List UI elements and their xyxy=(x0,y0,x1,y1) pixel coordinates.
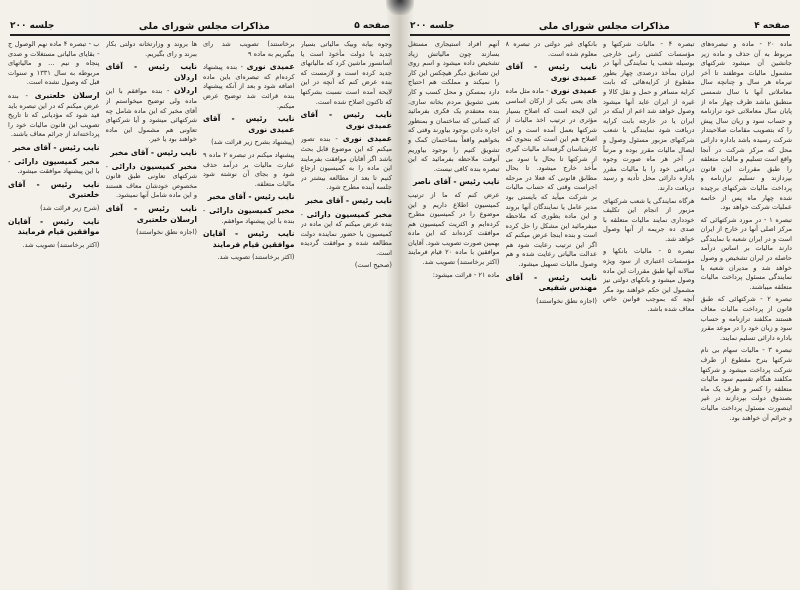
paragraph-text: ماده ۲۰ - ماده و تبصره‌های مربوط به آن حذف و ماده زیر جانشین آن میشود شرکتهای مشمول مالیات موظفند تا آخر تیرماه هر سال و چنانچه سال معاملاتی آنها با سال شمسی منطبق نباشد ظرف چهار ماه از پایان سال معاملاتی خود ترازنامه و حساب سود و زیان سال پیش را که بتصویب مقامات صلاحیتدار شرکت رسیده باشد باداره دارائی محل که مرکز شرکت در آنجا واقع است تسلیم و مالیات متعلقه را طبق مقررات این قانون بپردازند و تسلیم ترازنامه و پرداخت مالیات شرکتهای برچیده شده چهار ماه پس از خاتمه عملیات شرکت خواهد بود. xyxy=(700,40,792,212)
paragraph xyxy=(408,40,500,174)
paragraph-text: - بنده با این پیشنهاد موافقم. xyxy=(203,206,295,225)
paragraph xyxy=(203,206,295,226)
text-column xyxy=(701,40,793,590)
paragraph-text: (اکثر برخاستند) تصویب شد. xyxy=(217,253,295,262)
text-column xyxy=(106,40,198,590)
paragraph xyxy=(8,40,100,88)
speaker-name: نایب رئیس - آقای عمیدی نوری xyxy=(300,110,392,130)
paragraph xyxy=(301,110,393,131)
paragraph-text: تبصره ۱ - در مورد شرکتهائی که مرکز اصلی آنها در خارج از ایران است و در ایران شعبه یا نمایندگی دارند مالیات بر اساس درآمد حاصله در ایران تشخیص و وصول خواهد شد و مدیران شعبه یا نمایندگی مسئول پرداخت مالیات متعلقه میباشند. xyxy=(700,215,792,291)
paragraph xyxy=(701,295,793,343)
speaker-name: نایب رئیس - آقای عمیدی نوری xyxy=(203,114,295,134)
paragraph-text: - بنده عرض میکنم که در این تبصره باید قید شود که مؤدیانی که تا تاریخ تصویب این قانون مالیات خود را پرداخته‌اند از جرائم معاف باشند. xyxy=(8,91,100,139)
paragraph-text: (پیشنهاد بشرح زیر قرائت شد) xyxy=(211,138,295,147)
paragraph-text: - ماده مثل ماده های یعنی یکی از ارکان اساسی این لایحه است که اصلاح بسیار مؤثری در ترتیب اخذ مالیات از شرکتها بعمل آمده است و این اصلاح هم این است که بنحوی که کارشناسان گرفته‌اند مالیات گیری از شرکتها تا بحال با سود بی مأخذ خارج میشود. تا بحال مطابق قانونی که فعلا در مرحله اجراست وقتی که حساب مالیات بر شرکت میآید که بایستی بود مدیر عامل یا نمایندگان آنها بروند و این ماده بطوری که ملاحظه میفرمائید این مشکل را حل کرده است و بنده اینجا عرض میکنم که اگر این ترتیب رعایت شود هم عدالت مالیاتی رعایت شده و هم وصول مالیات تسهیل میشود. xyxy=(505,87,597,269)
paragraph-text: آنهم افراد استیجاری مستغل بسازند چون مالیاتش زیاد تشخیص داده میشود و اسم روی این تصادیق دیگر هیچکس این کار را نمیکند و مملکت هم احتیاج دارد بمسکن و محل کسب و کار بعنی تشویق مردم بخانه سازی. بنده معتقدم یک فکری بفرمائید که کسانی که ساختمان و بمنظور اجاره دادن بوجود بیاورند وقتی که بخواهیم واقعاً بساختمان کمک و تشویق کنیم را بوجود بیاوریم آنوقت ملاحظه بفرمائید که این تبصره بنده کافی نیست. xyxy=(408,40,500,173)
paragraph-text: تبصره ۴ - مالیات شرکتها و مؤسسات کشتی رانی خارجی بوسیله شعب یا نمایندگی آنها در ایران بمأخذ درصدی چهار بطور مقطوع از کرایه‌هائی که بابت کرایه مسافر و حمل و نقل کالا و غیره از ایران عاید آنها میشود وصول خواهد شد اعم از اینکه در ایران یا در خارجه بابت کرایه دریافت شود نمایندگی یا شعب شرکتهای مزبور مسئول وصول و ایصال مالیات مقرر بوده و مرتباً در آخر هر ماه صورت وجوه دریافتی خود را با مالیات مقرر باداره دارائی محل تأدیه و رسید دریافت دارند. xyxy=(603,40,695,192)
paragraph-text: (اجازه نطق نخواستند) xyxy=(136,228,197,237)
speaker-name: نایب رئیس - آقای ناصر xyxy=(412,177,500,187)
text-column xyxy=(408,40,500,590)
paragraph xyxy=(506,273,598,294)
paragraph xyxy=(301,210,393,259)
paragraph-text: - بنده پیشنهاد کرده‌ام که تبصره‌ای باین ماده اضافه شود و بعد از آنکه پیشنهاد بنده قرائت شد توضیح عرض میکنم. xyxy=(203,63,295,110)
paragraph-text: ب - تبصره ۴ ماده نهم الوصول ج - بقایای مالیاتی مستغلات و صدی پنجاه و نیم ... و مالیاتهای مربوطه به سال ۱۳۳۱ و سنوات قبل که وصول نشده است. xyxy=(8,40,100,87)
paragraph xyxy=(506,40,598,59)
paragraph xyxy=(203,229,295,250)
speaker-name: نایب رئیس - آقای مخبر xyxy=(305,195,392,205)
paragraph-text: پیشنهاد میکنم در تبصره ۲ ماده ۹ عبارت مالیات بر درآمد حذف شود و بجای آن نوشته شود مالیات متعلقه. xyxy=(203,150,295,188)
paragraph-text: تبصره ۵ - مالیات بانکها و مؤسسات اعتباری از سود ویژه سالانه آنها طبق مقررات این ماده وصول میشود و بانکهای دولتی نیز مشمول این حکم خواهند بود مگر آنچه که بموجب قوانین خاص معاف شده باشد. xyxy=(603,247,695,314)
paragraph xyxy=(203,138,295,148)
paragraph xyxy=(8,143,100,154)
page-number: صفحه ۴ xyxy=(754,21,790,31)
paragraph xyxy=(203,62,295,111)
paragraph-text: عرض کنم که ما از ترتیب کمیسیون اطلاع داریم و این موضوع را در کمیسیون مطرح کرده‌ایم و اکثریت کمیسیون هم موافقت کرده‌اند که این ماده بهمین صورت تصویب شود. آقایان موافقین با ماده ۲۰ قیام فرمایند (اکثر برخاستند) تصویب شد. xyxy=(408,190,500,267)
paragraph xyxy=(506,297,598,307)
paragraph-text: بانکهای غیر دولتی در تبصره ۸ معلوم شده است. xyxy=(505,40,597,58)
paragraph-text: - بنده موافقم با این ماده ولی توضیح میخواستم از آقای مخبر که این ماده شامل چه شرکتهائی میشود و آیا شرکتهای تعاونی هم مشمول این ماده خواهند بود یا خیر. xyxy=(105,87,197,144)
paragraph xyxy=(8,91,100,140)
right-page xyxy=(400,0,800,590)
paragraph xyxy=(203,40,295,59)
paragraph xyxy=(8,157,100,177)
text-column xyxy=(8,40,100,590)
paragraph-text: - بنده تصور میکنم که این موضوع قابل بحث باشد اگر آقایان موافقت بفرمایند این ماده را به کمیسیون ارجاع کنیم تا بعد از مطالعه بیشتر در جلسه آینده مطرح شود. xyxy=(300,135,392,192)
speaker-name: عمیدی نوری xyxy=(550,86,597,96)
paragraph xyxy=(701,346,793,423)
paragraph-text: وجوه بیابه وبیک مالیاتی بسیار جدید با دولت مأخوذ است یا آسانسور ماشین کرد که مالیاتهای جدید کرده است و لازمست که بنده عرض کنم که آنچه در این لایحه آمده است نسبت بشرکتها که تاکنون اصلاح شده است. xyxy=(300,40,392,106)
text-column xyxy=(506,40,598,590)
paragraph xyxy=(301,40,393,107)
paragraph xyxy=(203,253,295,263)
speaker-name: نایب رئیس - آقای مهندس شفیعی xyxy=(505,272,597,293)
paragraph xyxy=(701,40,793,213)
text-columns xyxy=(8,40,392,590)
paragraph-text: تبصره ۲ - شرکتهائی که طبق قانون از پرداخت مالیات معاف هستند مکلفند ترازنامه و حساب سود و زیان خود را در موعد مقرر باداره دارائی تسلیم نمایند. xyxy=(700,295,792,342)
speaker-name: نایب رئیس - آقای مخبر xyxy=(12,142,100,152)
page-header xyxy=(10,18,390,36)
speaker-name: اردلان xyxy=(173,86,197,96)
speaker-name: نایب رئیس - آقای ارسلان خلعتبری xyxy=(105,203,197,224)
speaker-name: نایب رئیس - آقای عمیدی نوری xyxy=(505,62,597,82)
paragraph-text: (صحیح است) xyxy=(354,261,392,270)
paragraph xyxy=(301,134,393,193)
speaker-name: مخبر کمیسیون دارائی xyxy=(14,156,100,166)
paragraph-text: برخاستند) تصویب شد رای بیگیریم به ماده ۹ xyxy=(203,40,295,58)
paragraph xyxy=(106,86,198,145)
paragraph xyxy=(106,204,198,225)
speaker-name: عمیدی نوری xyxy=(342,134,392,144)
speaker-name: نایب رئیس - آقایان موافقین قیام فرمایند xyxy=(203,229,295,249)
paragraph xyxy=(408,191,500,268)
paragraph xyxy=(408,177,500,188)
paragraph-text: (اجازه نطق نخواستند) xyxy=(536,296,597,305)
paragraph xyxy=(301,196,393,207)
session-number: جلسه ۲۰۰ xyxy=(410,21,455,31)
paragraph xyxy=(408,271,500,281)
paragraph xyxy=(8,217,100,238)
paragraph xyxy=(106,40,198,59)
paragraph-text: تبصره ۳ - مالیات سهام بی نام شرکتها بنرخ مقطوع از طرف شرکت پرداخت میشود و شرکتها مکلفند هنگام تقسیم سود مالیات متعلقه را کسر و ظرف یک ماه بصندوق دولت بپردازند در غیر اینصورت مسئول پرداخت مالیات و جرائم آن خواهند بود. xyxy=(700,346,792,422)
paragraph xyxy=(8,180,100,201)
paragraph-text: (اکثر برخاستند) تصویب شد. xyxy=(22,240,100,249)
paragraph xyxy=(106,228,198,238)
paragraph xyxy=(106,62,198,83)
session-number: جلسه ۲۰۰ xyxy=(10,21,55,31)
paragraph-text: - با این پیشنهاد موافقت میشود. xyxy=(8,157,100,176)
speaker-name: نایب رئیس - آقایان موافقین قیام فرمایند xyxy=(8,216,100,237)
paragraph xyxy=(603,247,695,314)
speaker-name: عمیدی نوری xyxy=(246,62,295,72)
paragraph-text: - بنده عرض میکنم که این ماده در کمیسیون با حضور نماینده دولت مطالعه شده و موافقت گردیده است. xyxy=(300,210,392,257)
journal-title: مذاکرات مجلس شورای ملی xyxy=(538,20,670,32)
speaker-name: مخبر کمیسیون دارائی xyxy=(209,205,295,215)
speaker-name: نایب رئیس - آقای مخبر xyxy=(110,147,197,157)
paragraph xyxy=(603,197,695,245)
text-column xyxy=(603,40,695,590)
text-column xyxy=(203,40,295,590)
paragraph xyxy=(8,241,100,251)
speaker-name: مخبر کمیسیون دارائی xyxy=(111,161,197,171)
paragraph xyxy=(106,162,198,201)
paragraph-text: ماده ۲۱ - قرائت میشود: xyxy=(432,270,500,279)
paragraph xyxy=(203,114,295,135)
text-columns xyxy=(408,40,792,590)
scan-shadow xyxy=(386,0,414,15)
paragraph-text: (شرح زیر قرائت شد) xyxy=(40,203,100,212)
paragraph xyxy=(603,40,695,194)
paragraph xyxy=(106,148,198,159)
paragraph xyxy=(301,261,393,271)
page-number: صفحه ۵ xyxy=(354,21,390,31)
paragraph xyxy=(506,62,598,83)
journal-title: مذاکرات مجلس شورای ملی xyxy=(138,20,270,32)
paragraph-text: ها بروند و وزارتخانه دولتی بکار ببرند و رای بگیریم. xyxy=(105,40,197,58)
speaker-name: نایب رئیس - آقای اردلان xyxy=(105,62,197,82)
speaker-name: ارسلان خلعتبری xyxy=(34,90,100,100)
paragraph xyxy=(203,192,295,203)
page-header xyxy=(410,18,790,36)
paragraph-text: - شرکتهای تعاونی طبق قانون مخصوص خودشان معاف هستند و این ماده شامل آنها نمیشود. xyxy=(105,162,197,200)
speaker-name: نایب رئیس - آقای خلعتبری xyxy=(8,179,100,200)
speaker-name: مخبر کمیسیون دارائی xyxy=(306,209,392,219)
speaker-name: نایب رئیس - آقای مخبر xyxy=(207,192,295,202)
paragraph xyxy=(701,216,793,293)
paragraph xyxy=(203,151,295,189)
text-column xyxy=(301,40,393,590)
paragraph xyxy=(8,204,100,214)
paragraph xyxy=(506,86,598,269)
paragraph-text: هرگاه نمایندگی یا شعب شرکتهای مزبور از انجام این تکلیف خودداری نمایند مالیات متعلقه با صدی ده جریمه از آنها وصول خواهد شد. xyxy=(603,196,695,243)
